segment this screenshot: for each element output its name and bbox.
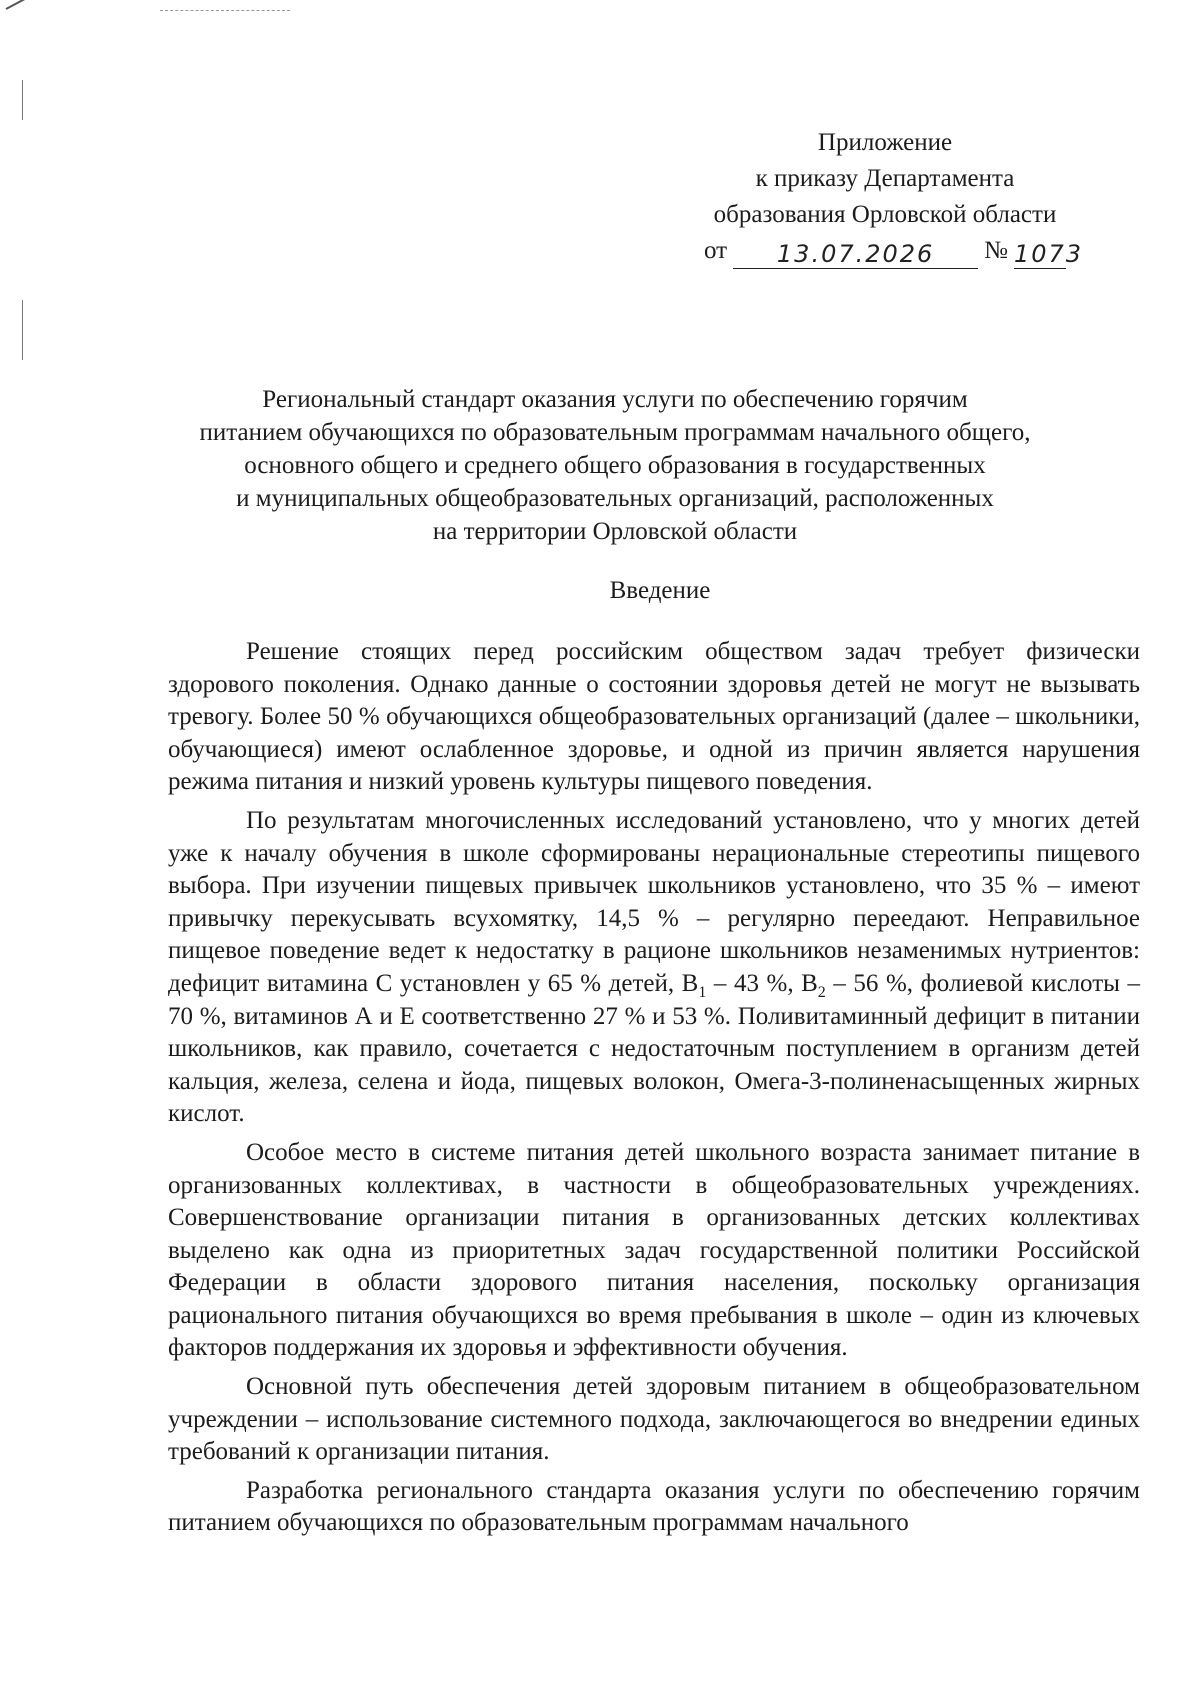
number-sign: № [984,237,1008,264]
title-line: и муниципальных общеобразовательных организаций, расположенных [236,485,994,512]
section-heading: Введение [609,577,711,604]
order-date: 13.07.2026 [733,240,978,269]
paragraph: Решение стоящих перед российским обществом задач требует физически здорового поколения. Однако данные о состоянии здоровья детей не могут не вызывать тревогу. Более 50 % обучающихся общеобразовательных организаций (далее – школьники, обучающиеся) имеют ослабленное здоровье, и одной из причин является нарушения режима питания и низкий уровень культуры пищевого поведения. [168,638,1140,796]
paragraph-text: – 43 %, В [706,969,818,997]
scan-artifact-line [22,80,23,120]
paragraph [168,805,1140,1131]
scan-artifact-stroke [6,0,58,10]
subscript: 2 [817,983,826,1001]
body-text [168,636,1140,1540]
order-prefix: от [704,237,728,264]
scan-artifact-dots [160,10,290,12]
order-details [650,233,1120,269]
appendix-title: Приложение [817,129,953,156]
paragraph-text: По результатам многочисленных исследований установлено, что у многих детей уже к началу обучения в школе сформированы нерациональные стереотипы пищевого выбора. При изучении пищевых привычек школьников установлено, что 35 % – имеют привычку перекусывать всухомятку, 14,5 % – регулярно переедают. Неправильное пищевое поведение ведет к недостатку в рационе школьников незаменимых нутриентов: дефицит витамина С установлен у 65 % детей, В [168,806,1140,997]
appendix-order-ref: к приказу Департамента [755,165,1015,192]
paragraph: Разработка регионального стандарта оказания услуги по обеспечению горячим питанием обучающихся по образовательным программам начального [168,1476,1140,1537]
subscript: 1 [698,983,707,1001]
paragraph: Особое место в системе питания детей школьного возраста занимает питание в организованных коллективах, в частности в общеобразовательных учреждениях. Совершенствование организации питания в организованных детских коллективах выделено как одна из приоритетных задач государственной политики Российской Федерации в области здорового питания населения, поскольку организация рационального питания обучающихся во время пребывания в школе – один из ключевых факторов поддержания их здоровья и эффективности обучения. [168,1138,1140,1362]
order-number: 1073 [1013,240,1084,268]
title-line: на территории Орловской области [432,518,798,545]
title-line: Региональный стандарт оказания услуги по обеспечению горячим [262,386,968,413]
document-title [120,383,1110,548]
scan-artifact-line [22,300,23,360]
paragraph: Основной путь обеспечения детей здоровым питанием в общеобразовательном учреждении – использование системного подхода, заключающегося во внедрении единых требований к организации питания. [168,1373,1140,1466]
title-line: основного общего и среднего общего образования в государственных [244,452,986,479]
paragraph-text: – 56 %, фолиевой кислоты – 70 %, витаминов А и Е соответственно 27 % и 53 %. Поливитаминный дефицит в питании школьников, как правило, сочетается с недостаточным поступлением в организм детей кальция, железа, селена и йода, пищевых волокон, Омега-3-полиненасыщенных жирных кислот. [168,969,1140,1128]
appendix-block [650,125,1120,269]
title-line: питанием обучающихся по образовательным программам начального общего, [199,419,1031,446]
appendix-department: образования Орловской области [713,201,1057,228]
